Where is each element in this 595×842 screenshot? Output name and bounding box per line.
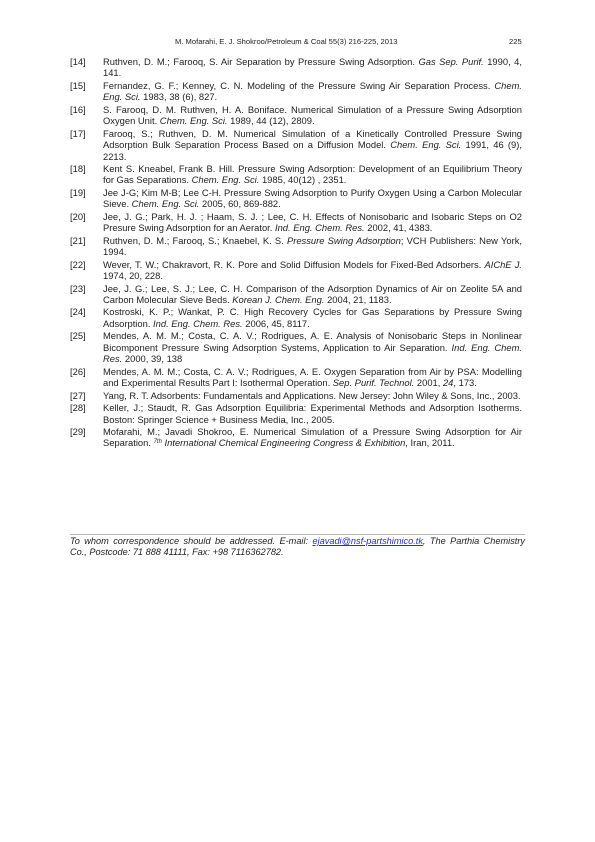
reference-number: [24] (70, 306, 86, 318)
reference-number: [15] (70, 79, 86, 91)
reference-item (70, 80, 522, 103)
reference-item (70, 56, 522, 79)
reference-number: [20] (70, 210, 86, 222)
reference-item (70, 306, 522, 329)
reference-part: Jee, J. G.; Park, H. J. ; Haam, S. J. ; Lee, C. H. Effects of Nonisobaric and Isobaric Steps on O2 Presure Swing Adsorption for an Aerator. (103, 210, 522, 234)
reference-italic-part: Chem. Eng. Sci. (159, 115, 228, 127)
reference-part: 2006, 45, 8117. (242, 317, 310, 329)
reference-text (103, 402, 522, 425)
reference-part: 1974, 20, 228. (103, 270, 163, 282)
reference-italic-part: Pressure Swing Adsorption (286, 234, 401, 246)
reference-text (103, 330, 522, 364)
reference-text (103, 56, 522, 79)
reference-italic-part: 7 (153, 439, 157, 446)
reference-text (103, 104, 522, 127)
reference-part: 1991, 46 (9), 2213. (103, 139, 522, 162)
reference-text (103, 306, 522, 329)
reference-part: Yang, R. T. Adsorbents: Fundamentals and Applications. New Jersey: John Wiley & Sons, Inc., 2003. (103, 389, 521, 401)
reference-text (103, 163, 522, 186)
reference-italic-part: International Chemical Engineering Congress & Exhibition (161, 437, 406, 449)
reference-part: Farooq, S.; Ruthven, D. M. Numerical Simulation of a Kinetically Controlled Pressure Swing Adsorption Bulk Separation Process Based on a Diffusion Model. (103, 127, 522, 151)
page-number: 225 (509, 37, 522, 46)
reference-item (70, 187, 522, 210)
reference-item (70, 128, 522, 162)
reference-text (103, 211, 522, 234)
reference-part: Mendes, A. M. M.; Costa, C. A. V.; Rodrigues, A. E. Oxygen Separation from Air by PSA: Modelling and Experimental Results Part I: Isothermal Operation. (103, 365, 522, 389)
reference-item (70, 163, 522, 186)
reference-text (103, 259, 522, 282)
reference-italic-part: Gas Sep. Purif. (418, 56, 484, 67)
reference-part: 2004, 21, 1183. (324, 293, 392, 305)
reference-text (103, 235, 522, 258)
reference-number: [26] (70, 365, 86, 377)
reference-item (70, 402, 522, 425)
reference-item (70, 259, 522, 282)
reference-text (103, 80, 522, 103)
reference-part: 1983, 38 (6), 827. (140, 91, 218, 103)
reference-italic-part: Ind. Eng. Chem. Res. (103, 341, 522, 365)
reference-part: 2001, (414, 377, 443, 389)
reference-text (103, 128, 522, 162)
reference-item (70, 235, 522, 258)
running-header (0, 37, 595, 49)
reference-italic-part: Chem. Eng. Sci. (191, 174, 260, 186)
reference-number: [25] (70, 330, 86, 342)
reference-part: Jee, J. G.; Lee, S. J.; Lee, C. H. Comparison of the Adsorption Dynamics of Air on Zeolite 5A and Carbon Molecular Sieve Beds. (103, 282, 522, 305)
reference-italic-part: Chem. Eng. Sci. (103, 79, 522, 103)
reference-italic-part: AIChE J. (484, 258, 522, 270)
reference-italic-part: Ind. Eng. Chem. Res. (153, 317, 243, 329)
reference-part: , Iran, 2011. (405, 437, 455, 449)
reference-part: S. Farooq, D. M. Ruthven, H. A. Boniface. Numerical Simulation of a Pressure Swing Adsorption Oxygen Unit. (103, 103, 522, 127)
reference-number: [18] (70, 163, 86, 175)
reference-item (70, 211, 522, 234)
reference-number: [23] (70, 282, 86, 294)
reference-italic-part: Chem. Eng. Sci. (390, 139, 462, 151)
reference-italic-part: Korean J. Chem. Eng. (232, 293, 325, 305)
reference-number: [27] (70, 389, 86, 401)
reference-text (103, 426, 522, 449)
reference-part: 2002, 41, 4383. (364, 222, 433, 234)
reference-italic-part: Sep. Purif. Technol. (332, 377, 415, 389)
reference-part: 2005, 60, 869-882. (199, 198, 281, 210)
reference-number: [19] (70, 186, 86, 198)
reference-part: 2000, 39, 138 (122, 353, 183, 365)
reference-item (70, 330, 522, 364)
reference-part: , 173. (453, 377, 477, 389)
reference-number: [22] (70, 258, 86, 270)
correspondence-footnote (70, 536, 525, 559)
reference-italic-part: 24 (442, 377, 454, 389)
reference-part: ; VCH Publishers: New York, 1994. (103, 234, 522, 258)
reference-text (103, 283, 522, 306)
reference-part: Jee J-G; Kim M-B; Lee C-H. Pressure Swing Adsorption to Purify Oxygen Using a Carbon Molecular Sieve. (103, 186, 522, 210)
reference-number: [14] (70, 56, 86, 67)
reference-part: Wever, T. W.; Chakravort, R. K. Pore and Solid Diffusion Models for Fixed-Bed Adsorbers. (103, 258, 485, 270)
reference-part: 1990, 4, 141. (103, 56, 522, 79)
reference-item (70, 426, 522, 449)
reference-number: [28] (70, 402, 86, 414)
reference-part: Mofarahi, M.; Javadi Shokroo, E. Numerical Simulation of a Pressure Swing Adsorption for Air Separation. (103, 426, 522, 449)
reference-part: Kent S. Kneabel, Frank B. Hill. Pressure Swing Adsorption: Development of an Equilibrium Theory for Gas Separations. (103, 163, 522, 186)
reference-text (103, 187, 522, 210)
reference-text (103, 390, 522, 401)
reference-number: [17] (70, 127, 86, 139)
reference-part: Ruthven, D. M.; Farooq, S. Air Separation by Pressure Swing Adsorption. (103, 56, 419, 67)
footnote-text-after: , The Parthia Chemistry Co., Postcode: 71 888 41111, Fax: +98 7116362782. (70, 536, 525, 558)
email-link[interactable]: ejavadi@nsf-partshimico.tk (312, 536, 423, 546)
reference-item (70, 366, 522, 389)
reference-part: Mendes, A. M. M.; Costa, C. A. V.; Rodrigues, A. E. Analysis of Nonisobaric Steps in Nonlinear Bicomponent Pressure Swing Adsorption Systems, Application to Air Separation. (103, 330, 522, 353)
reference-part: Keller, J.; Staudt, R. Gas Adsorption Equilibria: Experimental Methods and Adsorption Isotherms. Boston: Springer Science + Business Media, Inc., 2005. (103, 402, 522, 425)
reference-part: Kostroski, K. P.; Wankat, P. C. High Recovery Cycles for Gas Separations by Pressure Swing Adsorption. (103, 306, 522, 329)
reference-number: [21] (70, 234, 86, 246)
reference-number: [29] (70, 426, 86, 437)
reference-part: Ruthven, D. M.; Farooq, S.; Knaebel, K. S. (103, 234, 287, 246)
reference-list (70, 56, 522, 450)
reference-italic-part: Ind. Eng. Chem. Res. (274, 222, 365, 234)
reference-italic-part: Chem. Eng. Sci. (131, 198, 200, 210)
footnote-divider (70, 534, 525, 535)
reference-text (103, 366, 522, 389)
running-title: M. Mofarahi, E. J. Shokroo/Petroleum & Coal 55(3) 216-225, 2013 (175, 37, 398, 46)
reference-part: 1985, 40(12) , 2351. (259, 174, 347, 186)
reference-item (70, 104, 522, 127)
reference-number: [16] (70, 103, 86, 115)
reference-part: Fernandez, G. F.; Kenney, C. N. Modeling of the Pressure Swing Air Separation Process. (103, 79, 495, 91)
reference-italic-part: th (156, 439, 162, 446)
reference-item (70, 390, 522, 401)
reference-part: 1989, 44 (12), 2809. (227, 115, 315, 127)
reference-item (70, 283, 522, 306)
footnote-text-before: To whom correspondence should be addressed. E-mail: (70, 536, 313, 546)
